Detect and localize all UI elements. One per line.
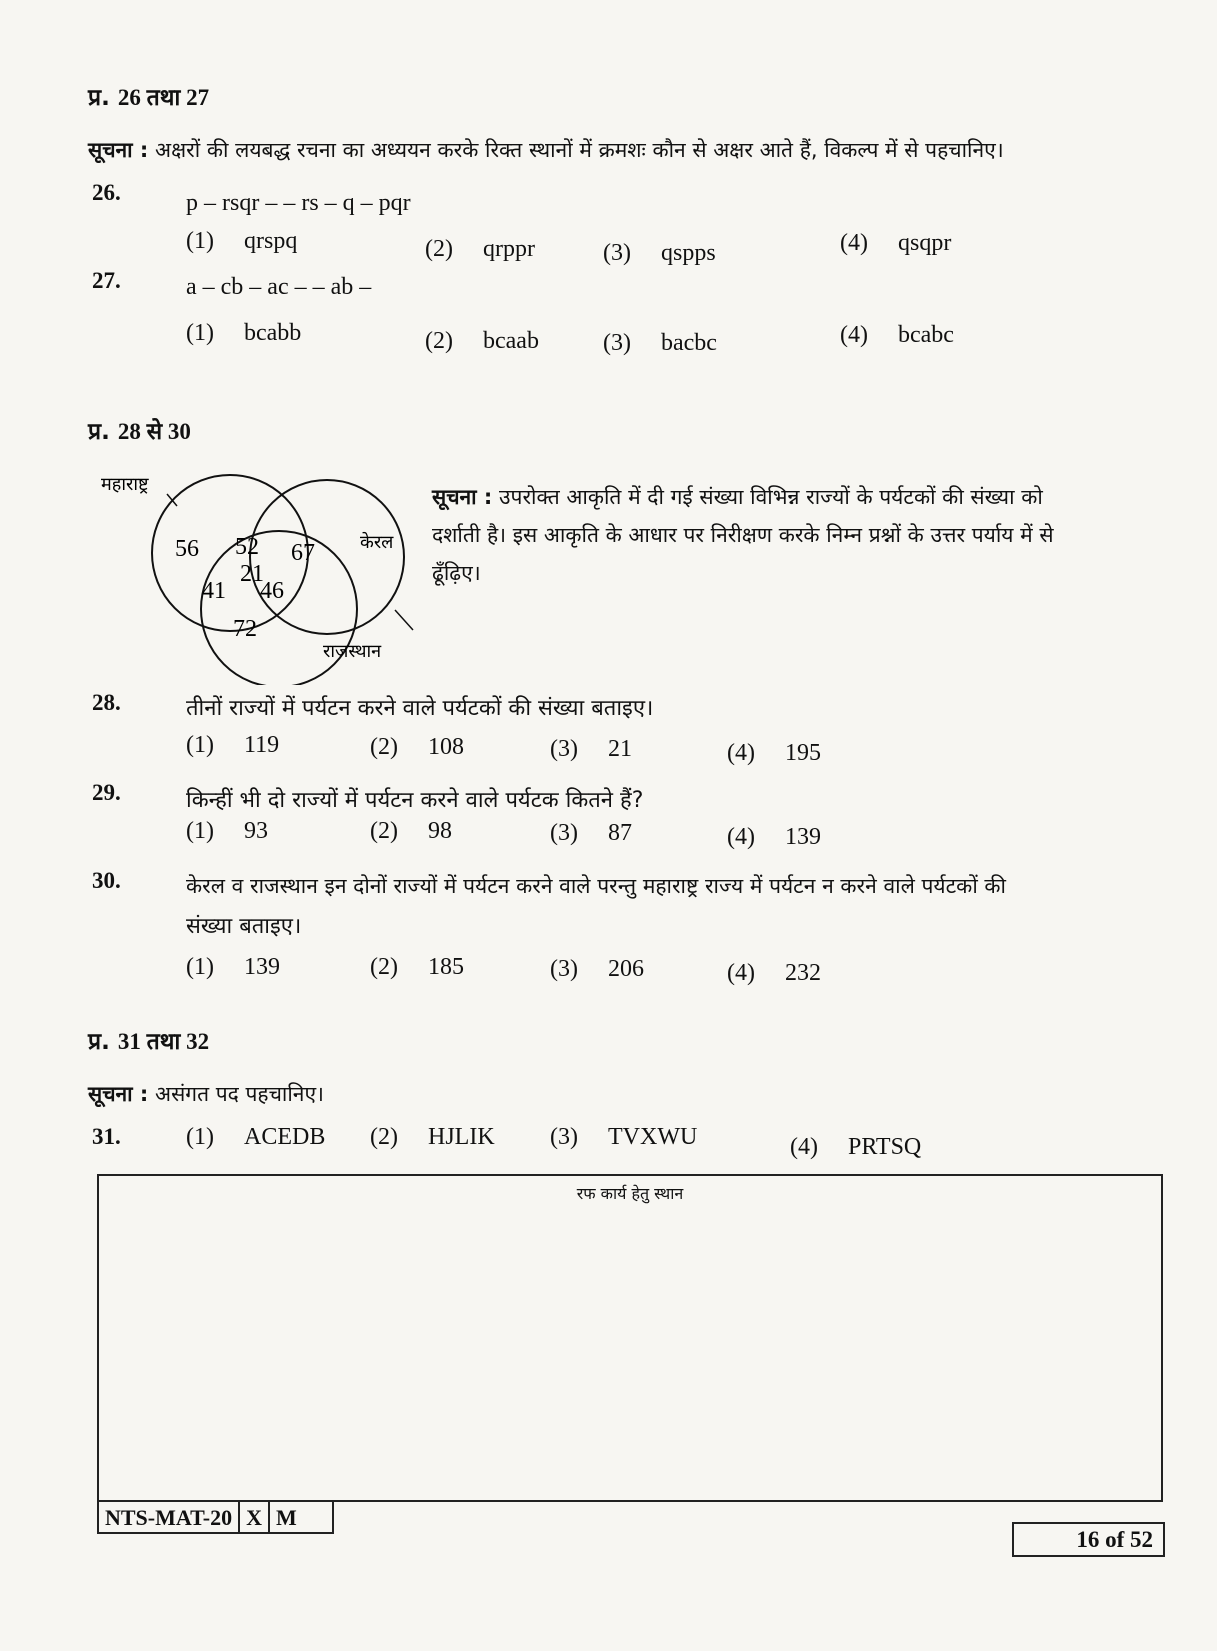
notice-text: असंगत पद पहचानिए। xyxy=(155,1082,325,1106)
option-value: bacbc xyxy=(661,330,717,356)
value-maharashtra-only: 56 xyxy=(175,536,199,562)
option-value: 139 xyxy=(244,954,280,980)
option-4[interactable] xyxy=(840,322,954,349)
option-2[interactable] xyxy=(370,734,464,761)
option-value: qrspq xyxy=(244,228,298,254)
option-number: (4) xyxy=(727,740,755,766)
option-number: (4) xyxy=(727,824,755,850)
option-3[interactable] xyxy=(550,1124,697,1151)
option-value: 108 xyxy=(428,734,464,760)
option-value: qrppr xyxy=(483,236,535,262)
notice-26-27 xyxy=(88,136,1004,164)
maharashtra-label: महाराष्ट्र xyxy=(101,474,149,495)
option-number: (1) xyxy=(186,1124,214,1150)
option-4[interactable] xyxy=(840,230,951,257)
notice-label: सूचना : xyxy=(432,485,493,509)
notice-label: सूचना : xyxy=(88,1082,149,1106)
option-number: (2) xyxy=(370,818,398,844)
kerala-circle xyxy=(250,480,404,634)
option-1[interactable] xyxy=(186,228,297,255)
option-3[interactable] xyxy=(603,240,716,267)
option-value: bcaab xyxy=(483,328,539,354)
paper-code: NTS-MAT-20 xyxy=(99,1502,240,1532)
option-1[interactable] xyxy=(186,732,279,759)
option-number: (2) xyxy=(425,328,453,354)
option-value: 93 xyxy=(244,818,268,844)
option-value: 185 xyxy=(428,954,464,980)
option-value: bcabb xyxy=(244,320,302,346)
notice-text: ढूँढ़िए। xyxy=(432,561,481,585)
option-value: TVXWU xyxy=(608,1124,698,1150)
option-value: PRTSQ xyxy=(848,1134,922,1160)
option-2[interactable] xyxy=(370,1124,495,1151)
question-sequence: p – rsqr – – rs – q – pqr xyxy=(186,190,411,216)
option-4[interactable] xyxy=(727,740,821,767)
option-value: qsqpr xyxy=(898,230,952,256)
option-value: 119 xyxy=(244,732,280,758)
option-value: 87 xyxy=(608,820,632,846)
option-number: (3) xyxy=(550,820,578,846)
option-value: 98 xyxy=(428,818,452,844)
page-number: 16 of 52 xyxy=(1012,1522,1165,1557)
value-maharashtra-rajasthan: 41 xyxy=(202,578,226,604)
option-number: (2) xyxy=(370,954,398,980)
value-kerala-only: 67 xyxy=(291,540,315,566)
value-rajasthan-only: 72 xyxy=(233,616,257,642)
section-range: 28 से 30 xyxy=(117,419,191,444)
option-value: HJLIK xyxy=(428,1124,495,1150)
section-heading-26-27 xyxy=(88,80,209,112)
option-4[interactable] xyxy=(790,1134,921,1161)
rough-work-box xyxy=(97,1174,1163,1502)
option-number: (4) xyxy=(840,230,868,256)
question-text: तीनों राज्यों में पर्यटन करने वाले पर्यटकों की संख्या बताइए। xyxy=(186,696,654,721)
option-3[interactable] xyxy=(550,956,644,983)
question-number: 29. xyxy=(92,780,121,805)
option-value: 21 xyxy=(608,736,632,762)
kerala-label: केरल xyxy=(360,532,394,553)
option-value: 195 xyxy=(785,740,821,766)
option-1[interactable] xyxy=(186,954,280,981)
notice-31-32 xyxy=(88,1080,324,1108)
option-value: bcabc xyxy=(898,322,954,348)
question-number: 30. xyxy=(92,868,121,893)
option-3[interactable] xyxy=(550,820,632,847)
option-3[interactable] xyxy=(550,736,632,763)
question-number: 28. xyxy=(92,690,121,715)
option-number: (3) xyxy=(550,956,578,982)
option-number: (3) xyxy=(550,736,578,762)
option-1[interactable] xyxy=(186,320,301,347)
section-heading-28-30 xyxy=(88,414,191,446)
notice-28-30 xyxy=(432,478,1054,592)
option-4[interactable] xyxy=(727,960,821,987)
option-number: (2) xyxy=(370,734,398,760)
option-value: ACEDB xyxy=(244,1124,326,1150)
option-2[interactable] xyxy=(370,954,464,981)
rajasthan-pointer xyxy=(395,610,413,630)
section-prefix: प्र. xyxy=(88,85,110,111)
value-all-three: 21 xyxy=(240,561,264,587)
notice-text: उपरोक्त आकृति में दी गई संख्या विभिन्न राज्यों के पर्यटकों की संख्या को xyxy=(499,485,1043,509)
value-maharashtra-kerala: 52 xyxy=(235,534,259,560)
option-value: 232 xyxy=(785,960,821,986)
option-number: (3) xyxy=(603,240,631,266)
venn-diagram xyxy=(95,470,415,685)
section-range: 26 तथा 27 xyxy=(117,85,210,110)
rough-work-title: रफ कार्य हेतु स्थान xyxy=(576,1184,684,1203)
option-4[interactable] xyxy=(727,824,821,851)
question-number: 31. xyxy=(92,1124,121,1149)
paper-set-x: X xyxy=(240,1502,270,1532)
option-2[interactable] xyxy=(425,328,539,355)
option-number: (1) xyxy=(186,954,214,980)
option-2[interactable] xyxy=(425,236,535,263)
option-number: (2) xyxy=(370,1124,398,1150)
option-number: (3) xyxy=(603,330,631,356)
option-number: (1) xyxy=(186,228,214,254)
section-range: 31 तथा 32 xyxy=(117,1029,210,1054)
question-number: 26. xyxy=(92,180,121,205)
section-prefix: प्र. xyxy=(88,419,110,445)
rajasthan-label: राजस्थान xyxy=(323,641,382,662)
notice-text: अक्षरों की लयबद्ध रचना का अध्ययन करके रिक्त स्थानों में क्रमशः कौन से अक्षर आते हैं, विकल्प में से पहचानिए। xyxy=(155,138,1004,162)
question-sequence: a – cb – ac – – ab – xyxy=(186,274,372,300)
notice-label: सूचना : xyxy=(88,138,149,162)
option-value: 206 xyxy=(608,956,644,982)
question-text-continued: संख्या बताइए। xyxy=(186,914,302,939)
option-number: (1) xyxy=(186,818,214,844)
option-number: (4) xyxy=(840,322,868,348)
option-number: (4) xyxy=(727,960,755,986)
option-value: 139 xyxy=(785,824,821,850)
paper-set-m: M xyxy=(276,1505,297,1530)
option-2[interactable] xyxy=(370,818,452,845)
option-number: (1) xyxy=(186,320,214,346)
option-3[interactable] xyxy=(603,330,717,357)
question-number: 27. xyxy=(92,268,121,293)
notice-text: दर्शाती है। इस आकृति के आधार पर निरीक्षण करके निम्न प्रश्नों के उत्तर पर्याय में से xyxy=(432,523,1054,547)
option-number: (3) xyxy=(550,1124,578,1150)
option-number: (4) xyxy=(790,1134,818,1160)
option-number: (2) xyxy=(425,236,453,262)
option-value: qspps xyxy=(661,240,716,266)
section-prefix: प्र. xyxy=(88,1029,110,1055)
question-text: केरल व राजस्थान इन दोनों राज्यों में पर्यटन करने वाले परन्तु महाराष्ट्र राज्य में पर्यटन न करने वाले पर्यटकों की xyxy=(186,874,1006,898)
question-text: किन्हीं भी दो राज्यों में पर्यटन करने वाले पर्यटक कितने हैं? xyxy=(186,788,644,813)
value-kerala-rajasthan: 46 xyxy=(260,578,284,604)
option-1[interactable] xyxy=(186,818,268,845)
option-number: (1) xyxy=(186,732,214,758)
option-1[interactable] xyxy=(186,1124,325,1151)
section-heading-31-32 xyxy=(88,1024,209,1056)
paper-code-box xyxy=(97,1500,334,1534)
